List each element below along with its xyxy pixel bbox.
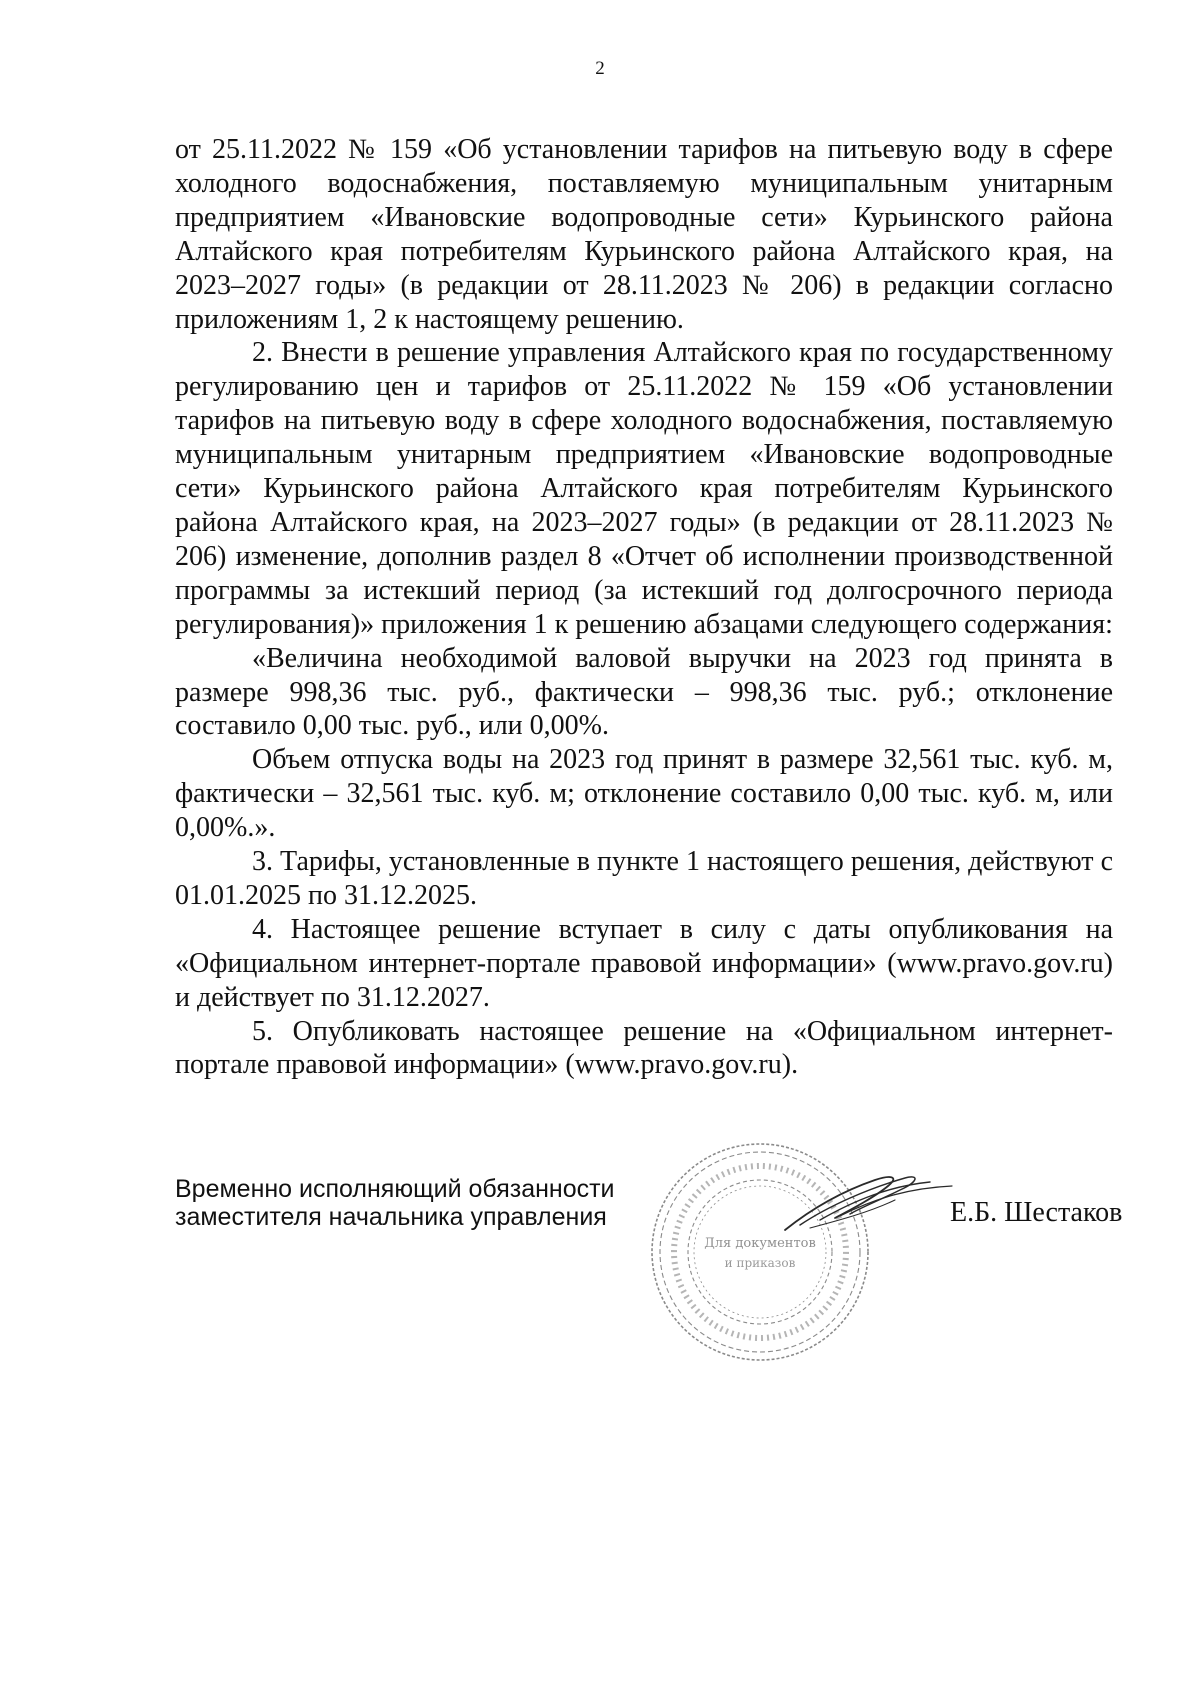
paragraph-item-5: 5. Опубликовать настоящее решение на «Официальном интернет-портале правовой информации» (www.pravo.gov.ru). bbox=[175, 1015, 1113, 1081]
signatory-title-line-2: заместителя начальника управления bbox=[175, 1203, 607, 1231]
document-body bbox=[175, 133, 1113, 1082]
signatory-title-line-1: Временно исполняющий обязанности bbox=[175, 1175, 615, 1203]
stamp-center-text-2: и приказов bbox=[724, 1256, 796, 1270]
page-number: 2 bbox=[595, 58, 605, 79]
quoted-paragraph-revenue: «Величина необходимой валовой выручки на 2023 год принята в размере 998,36 тыс. руб., фактически – 998,36 тыс. руб.; отклонение составило 0,00 тыс. руб., или 0,00%. bbox=[175, 642, 1113, 742]
signatory-title bbox=[175, 1175, 615, 1231]
paragraph-item-3: 3. Тарифы, установленные в пункте 1 настоящего решения, действуют с 01.01.2025 по 31.12.2025. bbox=[175, 846, 1113, 911]
paragraph-item-4: 4. Настоящее решение вступает в силу с даты опубликования на «Официальном интернет-портале правовой информации» (www.pravo.gov.ru) и действует по 31.12.2027. bbox=[175, 913, 1113, 1013]
signatory-name: Е.Б. Шестаков bbox=[950, 1197, 1123, 1228]
paragraph-1-continuation: от 25.11.2022 № 159 «Об установлении тарифов на питьевую воду в сфере холодного водоснабжения, поставляемую муниципальным унитарным предприятием «Ивановские водопроводные сети» Курьинского района Алтайского края потребителям Курьинского района Алтайского края, на 2023–2027 годы» (в редакции от 28.11.2023 № 206) в редакции согласно приложениям 1, 2 к настоящему решению. bbox=[175, 134, 1113, 335]
quoted-paragraph-volume: Объем отпуска воды на 2023 год принят в размере 32,561 тыс. куб. м, фактически – 32,561 тыс. куб. м; отклонение составило 0,00 тыс. куб. м, или 0,00%.». bbox=[175, 744, 1113, 844]
handwritten-signature-icon bbox=[780, 1170, 955, 1240]
stamp-center-text-1: Для документов bbox=[704, 1236, 816, 1251]
paragraph-item-2: 2. Внести в решение управления Алтайского края по государственному регулированию цен и тарифов от 25.11.2022 № 159 «Об установлении тарифов на питьевую воду в сфере холодного водоснабжения, поставляемую муниципальным унитарным предприятием «Ивановские водопроводные сети» Курьинского района Алтайского края потребителям Курьинского района Алтайского края, на 2023–2027 годы» (в редакции от 28.11.2023 № 206) изменение, дополнив раздел 8 «Отчет об исполнении производственной программы за истекший период (за истекший год долгосрочного периода регулирования)» приложения 1 к решению абзацами следующего содержания: bbox=[175, 337, 1113, 640]
